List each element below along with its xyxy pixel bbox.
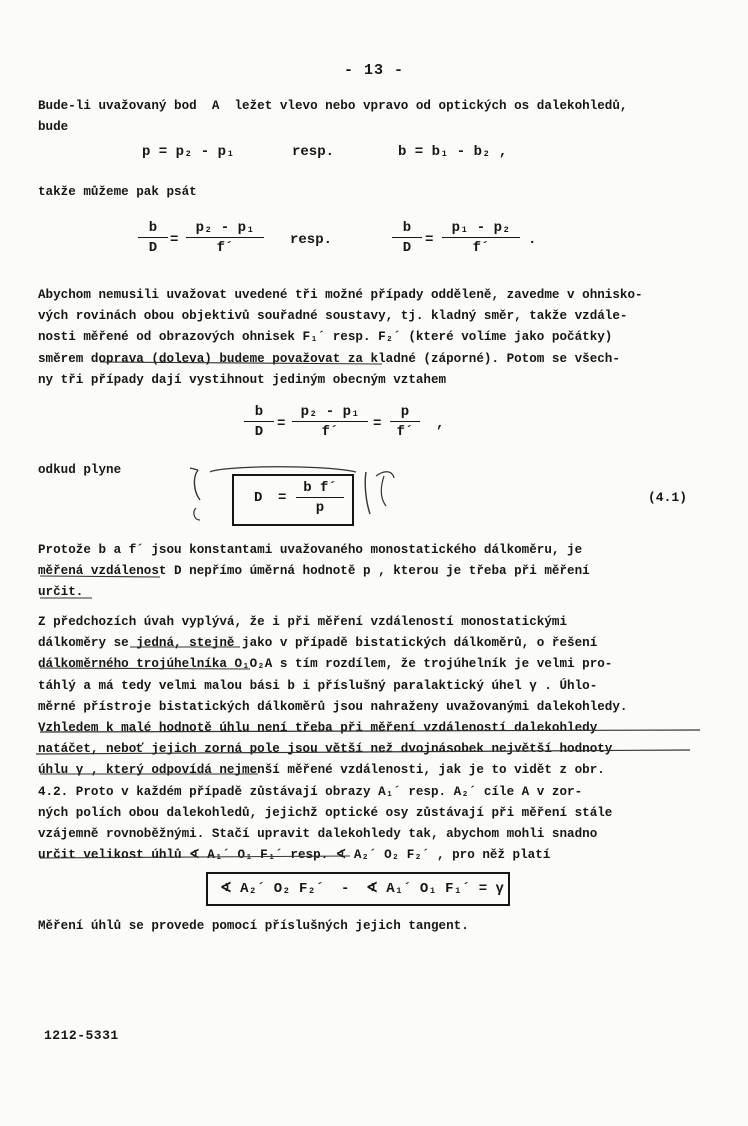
text-line: směrem doprava (doleva) budeme považovat za kladné (záporné). Potom se všech- <box>38 351 620 366</box>
period-mark: . <box>528 232 537 248</box>
text-line: ny tři případy dají vystihnout jediným obecným vztahem <box>38 372 447 387</box>
text-line: Bude-li uvažovaný bod A ležet vlevo nebo vpravo od optických os dalekohledů, <box>38 99 628 113</box>
boxed-equation-angle-difference <box>206 872 510 906</box>
fraction-numerator: p₂ - p₁ <box>292 404 368 422</box>
fraction-denominator: D <box>402 240 412 256</box>
fraction-denominator: f´ <box>396 424 414 440</box>
text-line: měřená vzdálenost D nepřímo úměrná hodnotě p , kterou je třeba při měření <box>38 564 590 579</box>
text-line: ných polích obou dalekohledů, jejichž optické osy zůstávají při měření stále <box>38 805 613 820</box>
fraction-denominator: D <box>254 424 264 440</box>
fraction-numerator: b f´ <box>296 480 344 498</box>
equation-b-difference: b = b₁ - b₂ , <box>398 144 508 160</box>
page-number: - 13 - <box>343 62 404 79</box>
text-line: dálkoměry se jedná, stejně jako v případě bistatických dálkoměrů, o řešení <box>38 636 598 651</box>
fraction-b-over-d <box>244 404 274 440</box>
text-line: Měření úhlů se provede pomocí příslušných jejich tangent. <box>38 919 469 933</box>
text-line: nosti měřené od obrazových ohnisek F₁´ resp. F₂´ (které volíme jako počátky) <box>38 330 613 345</box>
fraction-numerator: b <box>392 220 422 238</box>
document-code: 1212-5331 <box>44 1028 119 1043</box>
equals-sign: = <box>170 232 179 248</box>
fraction-denominator: D <box>148 240 158 256</box>
text-line: určit. <box>38 585 84 600</box>
fraction-b-over-d <box>138 220 168 256</box>
paragraph-coordinate-systems <box>38 285 698 391</box>
text-line: Z předchozích úvah vyplývá, že i při měření vzdáleností monostatickými <box>38 615 568 629</box>
distance-symbol: D <box>254 490 263 506</box>
fraction-b-over-d <box>392 220 422 256</box>
equation-resp-label: resp. <box>292 144 335 160</box>
paragraph-odkud <box>38 460 698 481</box>
text-line: určit velikost úhlů ∢ A₁´ O₁ F₁´ resp. ∢ A₂´ O₂ F₂´ , pro něž platí <box>38 848 551 863</box>
fraction-denominator: f´ <box>216 240 234 256</box>
paragraph-intro <box>38 96 698 138</box>
fraction-denominator: p <box>315 500 325 516</box>
text-line: takže můžeme pak psát <box>38 185 197 199</box>
paragraph-conclusion-distance <box>38 540 698 604</box>
text-line: odkud plyne <box>38 463 122 477</box>
text-line: táhlý a má tedy velmi malou bási b i příslušný paralaktický úhel γ . Úhlo- <box>38 678 598 693</box>
fraction-numerator: b <box>244 404 274 422</box>
fraction-numerator: p₁ - p₂ <box>442 220 520 238</box>
equation-p-difference: p = p₂ - p₁ <box>142 144 235 160</box>
text-line: Vzhledem k malé hodnotě úhlu není třeba při měření vzdáleností dalekohledy <box>38 721 598 736</box>
text-line: měrné přístroje bistatických dálkoměrů jsou nahraženy uvažovanými dalekohledy. <box>38 699 628 714</box>
equals-sign: = <box>277 416 286 432</box>
text-line: Protože b a f´ jsou konstantami uvažovaného monostatického dálkoměru, je <box>38 543 583 557</box>
comma-mark: , <box>436 416 445 432</box>
paragraph-monostatic-rangefinders <box>38 612 698 866</box>
text-line: úhlu γ , který odpovídá nejmenší měřené vzdálenosti, jak je to vidět z obr. <box>38 763 605 778</box>
fraction-p2-minus-p1-over-f <box>186 220 264 256</box>
equals-sign: = <box>373 416 382 432</box>
angle-difference-formula: ∢ A₂´ O₂ F₂´ - ∢ A₁´ O₁ F₁´ = γ <box>220 881 504 897</box>
equation-resp-label: resp. <box>290 232 333 248</box>
text-line: natáčet, neboť jejich zorná pole jsou větší než dvojnásobek největší hodnoty <box>38 742 613 757</box>
equals-sign: = <box>425 232 434 248</box>
text-line: Abychom nemusili uvažovat uvedené tři možné případy odděleně, zavedme v ohnisko- <box>38 288 643 302</box>
text-line: vých rovinách obou objektivů souřadné soustavy, tj. kladný směr, takže vzdále- <box>38 309 628 324</box>
text-line: vzájemně rovnoběžnými. Stačí upravit dalekohledy tak, abychom mohli snadno <box>38 827 598 842</box>
fraction-p1-minus-p2-over-f <box>442 220 520 256</box>
boxed-equation-distance <box>232 474 354 526</box>
equation-number: (4.1) <box>648 490 688 505</box>
fraction-denominator: f´ <box>472 240 490 256</box>
fraction-numerator: b <box>138 220 168 238</box>
fraction-numerator: p₂ - p₁ <box>186 220 264 238</box>
text-line: dálkoměrného trojúhelníka O₁O₂A s tím rozdílem, že trojúhelník je velmi pro- <box>38 657 613 672</box>
text-line: bude <box>38 120 69 135</box>
paragraph-takze <box>38 182 698 203</box>
fraction-p-over-f <box>390 404 420 440</box>
fraction-bf-over-p <box>296 480 344 516</box>
fraction-denominator: f´ <box>321 424 339 440</box>
fraction-p2-minus-p1-over-f <box>292 404 368 440</box>
equals-sign: = <box>278 490 287 506</box>
fraction-numerator: p <box>390 404 420 422</box>
paragraph-tangent-measurement <box>38 916 698 937</box>
text-line: 4.2. Proto v každém případě zůstávají obrazy A₁´ resp. A₂´ cíle A v zor- <box>38 784 583 799</box>
